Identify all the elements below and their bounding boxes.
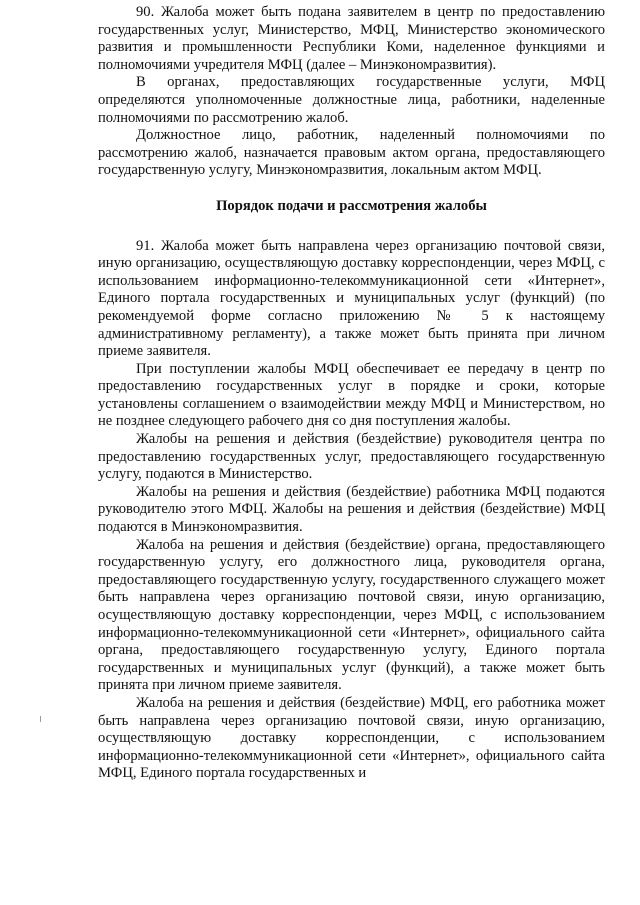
section-heading: Порядок подачи и рассмотрения жалобы — [216, 197, 487, 214]
document-page — [98, 0, 605, 783]
paragraph-official-appointment: Должностное лицо, работник, наделенный полномочиями по рассмотрению жалоб, назначается правовым актом органа, предоставляющего государственную услугу, Минэкономразвития, локальным актом МФЦ. — [98, 127, 605, 179]
paragraph-mfc-complaints: Жалоба на решения и действия (бездействие) МФЦ, его работника может быть направлена через организацию почтовой связи, иную организацию, осуществляющую доставку корреспонденции, с использованием информационно-телекоммуникационной сети «Интернет», официального сайта МФЦ, Единого портала государственных и — [98, 694, 605, 782]
paragraph-authorized-officials: В органах, предоставляющих государственные услуги, МФЦ определяются уполномоченные должностные лица, работники, наделенные полномочиями по рассмотрению жалоб. — [98, 74, 605, 126]
paragraph-organ-complaints: Жалоба на решения и действия (бездействие) органа, предоставляющего государственную услугу, его должностного лица, руководителя органа, предоставляющего государственную услугу, государственного служащего может быть направлена через организацию почтовой связи, иную организацию, осуществляющую доставку корреспонденции, через МФЦ, с использованием информационно-телекоммуникационной сети «Интернет», официального сайта органа, предоставляющего государственную услугу, Единого портала государственных и муниципальных услуг (функций), а также может быть принята при личном приеме заявителя. — [98, 536, 605, 694]
paragraph-mfc-transfer: При поступлении жалобы МФЦ обеспечивает ее передачу в центр по предоставлению государственных услуг в порядке и сроки, которые установлены соглашением о взаимодействии между МФЦ и Министерством, но не позднее следующего рабочего дня со дня поступления жалобы. — [98, 360, 605, 430]
paragraph-91: 91. Жалоба может быть направлена через организацию почтовой связи, иную организацию, осуществляющую доставку корреспонденции, через МФЦ, с использованием информационно-телекоммуникационной сети «Интернет», Единого портала государственных и муниципальных услуг (функций) (по рекомендуемой форме согласно приложению № 5 к настоящему административному регламенту), а также может быть принята при личном приеме заявителя. — [98, 237, 605, 360]
spacer — [98, 180, 605, 198]
paragraph-mfc-worker-complaints: Жалобы на решения и действия (бездействие) работника МФЦ подаются руководителю этого МФЦ. Жалобы на решения и действия (бездействие) МФЦ подаются в Минэкономразвития. — [98, 483, 605, 536]
paragraph-center-head-complaints: Жалобы на решения и действия (бездействие) руководителя центра по предоставлению государственных услуг, предоставляющего государственную услугу, подаются в Министерство. — [98, 431, 605, 483]
margin-mark — [40, 716, 41, 722]
paragraph-90: 90. Жалоба может быть подана заявителем в центр по предоставлению государственных услуг, Министерство, МФЦ, Министерство экономического развития и промышленности Республики Коми, наделенное функциями и полномочиями учредителя МФЦ (далее – Минэкономразвития). — [98, 4, 605, 73]
spacer — [98, 216, 605, 238]
